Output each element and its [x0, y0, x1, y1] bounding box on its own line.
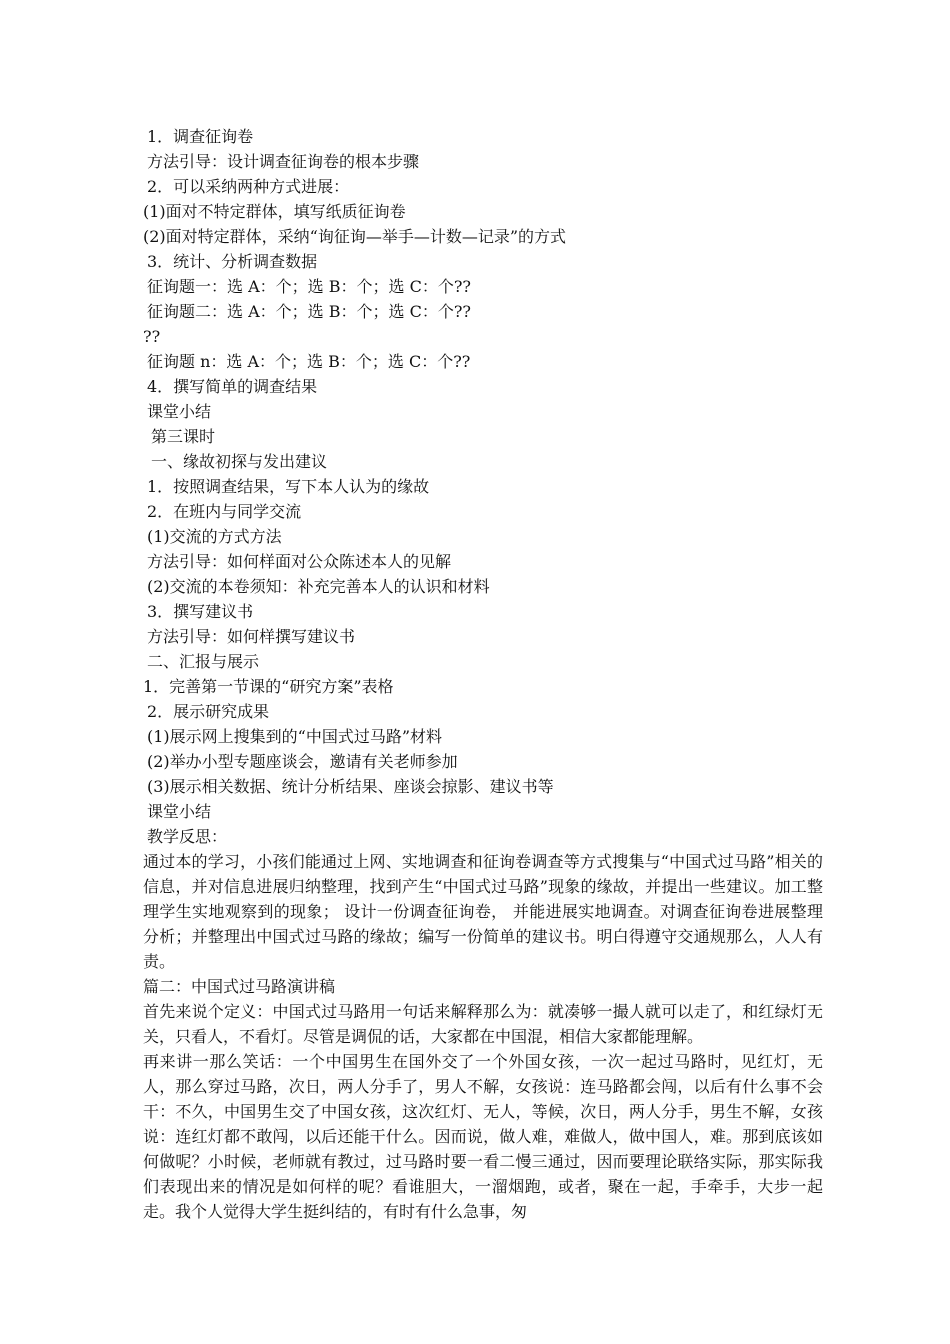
text-line: 3．撰写建议书: [147, 602, 254, 621]
text-line: 教学反思：: [147, 827, 228, 846]
text-line: 1．完善第一节课的“研究方案”表格: [143, 677, 394, 696]
section-heading: 篇二：中国式过马路演讲稿: [143, 977, 336, 996]
text-line: (1)交流的方式方法: [147, 527, 282, 546]
text-line: 1．按照调查结果，写下本人认为的缘故: [147, 477, 430, 496]
text-line: 一、缘故初探与发出建议: [151, 452, 328, 471]
text-line: 4．撰写简单的调查结果: [147, 377, 318, 396]
text-line: 方法引导：设计调查征询卷的根本步骤: [147, 152, 420, 171]
text-line: 课堂小结: [147, 402, 212, 421]
text-line: (2)举办小型专题座谈会，邀请有关老师参加: [147, 752, 458, 771]
body-paragraph: 首先来说个定义：中国式过马路用一句话来解释那么为：就凑够一撮人就可以走了，和红绿灯无关，只看人，不看灯。尽管是调侃的话，大家都在中国混，相信大家都能理解。: [143, 1002, 823, 1046]
document-body: [143, 124, 823, 1224]
text-line: 征询题 n：选 A：个；选 B：个；选 C：个??: [147, 352, 471, 371]
body-paragraph: 通过本的学习，小孩们能通过上网、实地调查和征询卷调查等方式搜集与“中国式过马路”相关的信息，并对信息进展归纳整理，找到产生“中国式过马路”现象的缘故，并提出一些建议。加工整理学生实地观察到的现象； 设计一份调查征询卷， 并能进展实地调查。对调查征询卷进展整理分析；并整理出中国式过马路的缘故；编写一份简单的建议书。明白得遵守交通规那么，人人有责。: [143, 852, 823, 971]
text-line: 征询题一：选 A：个；选 B：个；选 C：个??: [147, 277, 471, 296]
text-line: (2)交流的本卷须知：补充完善本人的认识和材料: [147, 577, 490, 596]
body-paragraph: 再来讲一那么笑话：一个中国男生在国外交了一个外国女孩，一次一起过马路时，见红灯，无人，那么穿过马路，次日，两人分手了，男人不解，女孩说：连马路都会闯，以后有什么事不会干：不久，中国男生交了中国女孩，这次红灯、无人，等候，次日，两人分手，男生不解，女孩说：连红灯都不敢闯，以后还能干什么。因而说，做人难，难做人，做中国人，难。那到底该如何做呢？小时候，老师就有教过，过马路时要一看二慢三通过，因而要理论联络实际，那实际我们表现出来的情况是如何样的呢？看谁胆大，一溜烟跑，或者，聚在一起，手牵手，大步一起走。我个人觉得大学生挺纠结的，有时有什么急事，匆: [143, 1052, 823, 1221]
text-line: ??: [143, 327, 161, 346]
text-line: 二、汇报与展示: [147, 652, 260, 671]
text-line: (2)面对特定群体，采纳“询征询—举手—计数—记录”的方式: [143, 227, 567, 246]
text-line: 课堂小结: [147, 802, 212, 821]
text-line: 2．展示研究成果: [147, 702, 270, 721]
text-line: (3)展示相关数据、统计分析结果、座谈会掠影、建议书等: [147, 777, 554, 796]
text-line: 方法引导：如何样撰写建议书: [147, 627, 356, 646]
text-line: 1．调查征询卷: [147, 127, 254, 146]
text-line: 2．在班内与同学交流: [147, 502, 302, 521]
text-line: 征询题二：选 A：个；选 B：个；选 C：个??: [147, 302, 471, 321]
text-line: 3．统计、分析调查数据: [147, 252, 318, 271]
text-line: (1)面对不特定群体，填写纸质征询卷: [143, 202, 406, 221]
text-line: (1)展示网上搜集到的“中国式过马路”材料: [147, 727, 443, 746]
text-line: 2．可以采纳两种方式进展：: [147, 177, 350, 196]
text-line: 第三课时: [151, 427, 216, 446]
text-line: 方法引导：如何样面对公众陈述本人的见解: [147, 552, 452, 571]
